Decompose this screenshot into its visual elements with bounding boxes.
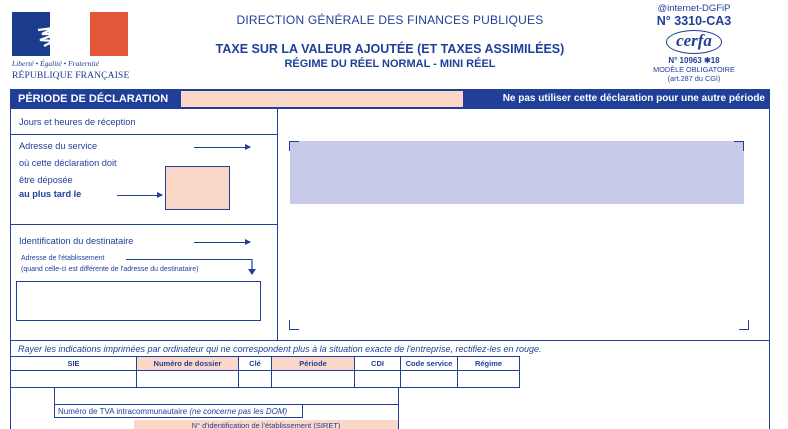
cerfa-number: N° 10963 ✱18	[668, 56, 720, 65]
table-right-border	[519, 356, 520, 388]
arrow-down-icon	[247, 258, 257, 276]
tva-note: (ne concerne pas les DOM)	[189, 407, 288, 416]
frame-right-border	[769, 109, 770, 429]
table-header-periode: Période	[272, 357, 354, 370]
recipient-label: Identification du destinataire	[19, 236, 134, 246]
cerfa-logo: cerfa	[666, 30, 722, 54]
article-reference: (art.287 du CGI)	[667, 74, 721, 83]
marianne-profile-icon	[32, 16, 92, 54]
deadline-label: au plus tard le	[19, 189, 82, 199]
republic-name: RÉPUBLIQUE FRANÇAISE	[12, 70, 130, 81]
reception-divider	[10, 134, 278, 135]
service-address-line-3: être déposée	[19, 175, 73, 185]
corner-mark-icon	[289, 320, 299, 330]
marianne-flag-icon	[12, 12, 128, 56]
tva-label-row	[58, 407, 287, 416]
table-header-sie: SIE	[67, 359, 80, 368]
form-title: TAXE SUR LA VALEUR AJOUTÉE (ET TAXES ASSIMILÉES)	[215, 42, 565, 56]
establishment-leader-line	[126, 259, 252, 260]
form-number: N° 3310-CA3	[656, 14, 732, 28]
service-address-field[interactable]	[290, 141, 744, 204]
corner-mark-icon	[734, 141, 744, 151]
period-input[interactable]	[181, 91, 463, 107]
tva-left-border	[54, 388, 55, 418]
address-section-bottom	[10, 340, 770, 341]
correction-instruction: Rayer les indications imprimées par ordinateur qui ne correspondent plus à la situation exacte de l'entreprise, rectifiez-les en rouge.	[18, 344, 542, 354]
periode-value-field[interactable]	[272, 371, 354, 387]
siret-label: N° d'identification de l'établissement (SIRET)	[134, 420, 398, 429]
mandatory-model-label: MODÈLE OBLIGATOIRE	[653, 65, 735, 74]
recipient-divider	[10, 224, 278, 225]
arrow-right-icon	[194, 242, 250, 243]
table-header-numero-dossier: Numéro de dossier	[137, 357, 238, 370]
republic-motto: Liberté • Égalité • Fraternité	[12, 59, 99, 68]
establishment-label: Adresse de l'établissement	[21, 255, 105, 262]
code-service-value-field[interactable]	[401, 371, 457, 387]
tva-bottom-line	[54, 417, 302, 418]
establishment-note: (quand celle-ci est différente de l'adresse du destinataire)	[21, 266, 199, 273]
table-bottom-border	[10, 387, 520, 388]
arrow-right-icon	[117, 195, 162, 196]
table-header-code-service: Code service	[405, 359, 453, 368]
regime-value-field[interactable]	[458, 371, 519, 387]
establishment-address-field[interactable]	[16, 281, 261, 321]
tva-right-border	[398, 388, 399, 429]
reception-hours-label: Jours et heures de réception	[19, 117, 136, 127]
dossier-value-field[interactable]	[137, 371, 238, 387]
form-subtitle: RÉGIME DU RÉEL NORMAL - MINI RÉEL	[284, 58, 496, 70]
table-header-cdi: CDI	[371, 359, 384, 368]
service-address-line-1: Adresse du service	[19, 141, 98, 151]
corner-mark-icon	[739, 320, 749, 330]
tva-label: Numéro de TVA intracommunautaire	[58, 407, 188, 416]
corner-mark-icon	[289, 141, 299, 151]
agency-name: DIRECTION GÉNÉRALE DES FINANCES PUBLIQUES	[236, 13, 544, 27]
sie-value-field[interactable]	[11, 371, 136, 387]
source-label: @internet-DGFiP	[657, 3, 731, 14]
cdi-value-field[interactable]	[355, 371, 400, 387]
deadline-date-field[interactable]	[165, 166, 230, 210]
tva-end-tick	[302, 404, 303, 418]
cle-value-field[interactable]	[239, 371, 271, 387]
tva-divider	[54, 404, 399, 405]
table-header-cle: Clé	[249, 359, 261, 368]
form-reference-block	[612, 3, 776, 83]
period-warning: Ne pas utiliser cette déclaration pour une autre période	[502, 93, 765, 104]
arrow-right-icon	[194, 147, 250, 148]
table-header-regime: Régime	[474, 359, 503, 368]
period-label: PÉRIODE DE DÉCLARATION	[18, 93, 169, 105]
republique-francaise-logo	[12, 12, 128, 84]
service-address-line-2: où cette déclaration doit	[19, 158, 117, 168]
